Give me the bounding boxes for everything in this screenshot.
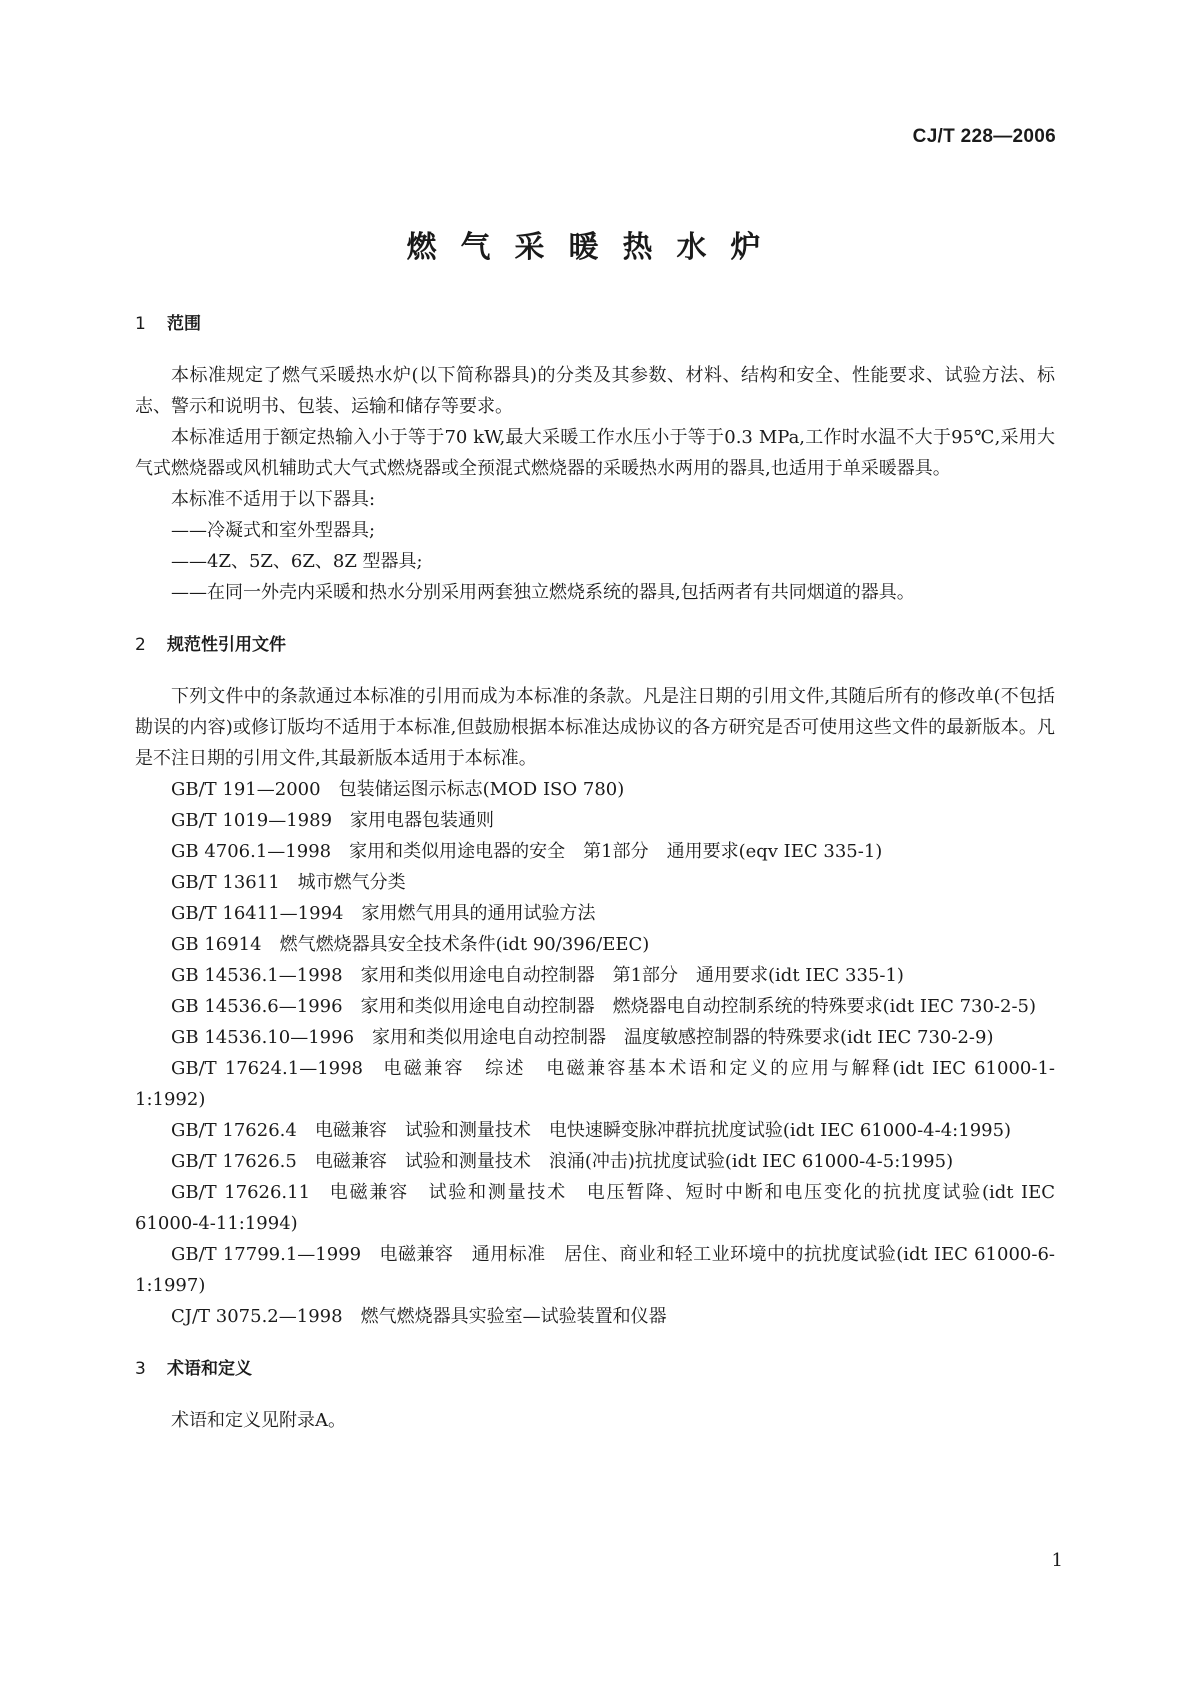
- reference-item: GB/T 1019—1989 家用电器包装通则: [171, 810, 495, 831]
- paragraph: 术语和定义见附录A。: [171, 1410, 346, 1431]
- reference-item: GB/T 191—2000 包装储运图示标志(MOD ISO 780): [171, 779, 625, 800]
- section-terms-definitions: [135, 1354, 1055, 1436]
- section-heading: 3 术语和定义: [135, 1359, 252, 1379]
- section-heading: 2 规范性引用文件: [135, 635, 286, 655]
- reference-item: GB 16914 燃气燃烧器具安全技术条件(idt 90/396/EEC): [171, 934, 650, 955]
- standard-code: CJ/T 228—2006: [912, 126, 1056, 147]
- paragraph: 本标准不适用于以下器具:: [171, 489, 376, 510]
- document-body: [135, 309, 1055, 1436]
- reference-item: GB/T 17626.4 电磁兼容 试验和测量技术 电快速瞬变脉冲群抗扰度试验(idt IEC 61000-4-4:1995): [171, 1120, 1012, 1141]
- reference-item: GB 14536.1—1998 家用和类似用途电自动控制器 第1部分 通用要求(idt IEC 335-1): [171, 965, 904, 986]
- page-number: 1: [1051, 1550, 1063, 1571]
- reference-item: GB/T 17626.11 电磁兼容 试验和测量技术 电压暂降、短时中断和电压变化的抗扰度试验(idt IEC 61000-4-11:1994): [135, 1182, 1055, 1234]
- document-title: 燃气采暖热水炉: [406, 230, 785, 265]
- reference-item: GB 14536.6—1996 家用和类似用途电自动控制器 燃烧器电自动控制系统的特殊要求(idt IEC 730-2-5): [171, 996, 1037, 1017]
- section-heading: 1 范围: [135, 314, 201, 334]
- reference-item: GB/T 17799.1—1999 电磁兼容 通用标准 居住、商业和轻工业环境中的抗扰度试验(idt IEC 61000-6-1:1997): [135, 1244, 1055, 1296]
- reference-item: GB/T 17626.5 电磁兼容 试验和测量技术 浪涌(冲击)抗扰度试验(idt IEC 61000-4-5:1995): [171, 1151, 954, 1172]
- paragraph: 本标准适用于额定热输入小于等于70 kW,最大采暖工作水压小于等于0.3 MPa,工作时水温不大于95℃,采用大气式燃烧器或风机辅助式大气式燃烧器或全预混式燃烧器的采暖热水两用的器具,也适用于单采暖器具。: [135, 427, 1055, 479]
- list-item: ——在同一外壳内采暖和热水分别采用两套独立燃烧系统的器具,包括两者有共同烟道的器具。: [171, 582, 915, 603]
- reference-item: GB 4706.1—1998 家用和类似用途电器的安全 第1部分 通用要求(eqv IEC 335-1): [171, 841, 883, 862]
- list-item: ——4Z、5Z、6Z、8Z 型器具;: [171, 551, 423, 572]
- section-scope: [135, 309, 1055, 608]
- reference-item: CJ/T 3075.2—1998 燃气燃烧器具实验室—试验装置和仪器: [171, 1306, 667, 1327]
- reference-item: GB/T 16411—1994 家用燃气用具的通用试验方法: [171, 903, 596, 924]
- paragraph: 下列文件中的条款通过本标准的引用而成为本标准的条款。凡是注日期的引用文件,其随后所有的修改单(不包括勘误的内容)或修订版均不适用于本标准,但鼓励根据本标准达成协议的各方研究是否可使用这些文件的最新版本。凡是不注日期的引用文件,其最新版本适用于本标准。: [135, 686, 1055, 769]
- reference-item: GB 14536.10—1996 家用和类似用途电自动控制器 温度敏感控制器的特殊要求(idt IEC 730-2-9): [171, 1027, 994, 1048]
- section-normative-references: [135, 630, 1055, 1332]
- list-item: ——冷凝式和室外型器具;: [171, 520, 376, 541]
- reference-item: GB/T 13611 城市燃气分类: [171, 872, 406, 893]
- reference-item: GB/T 17624.1—1998 电磁兼容 综述 电磁兼容基本术语和定义的应用与解释(idt IEC 61000-1-1:1992): [135, 1058, 1055, 1110]
- paragraph: 本标准规定了燃气采暖热水炉(以下简称器具)的分类及其参数、材料、结构和安全、性能要求、试验方法、标志、警示和说明书、包装、运输和储存等要求。: [135, 365, 1055, 417]
